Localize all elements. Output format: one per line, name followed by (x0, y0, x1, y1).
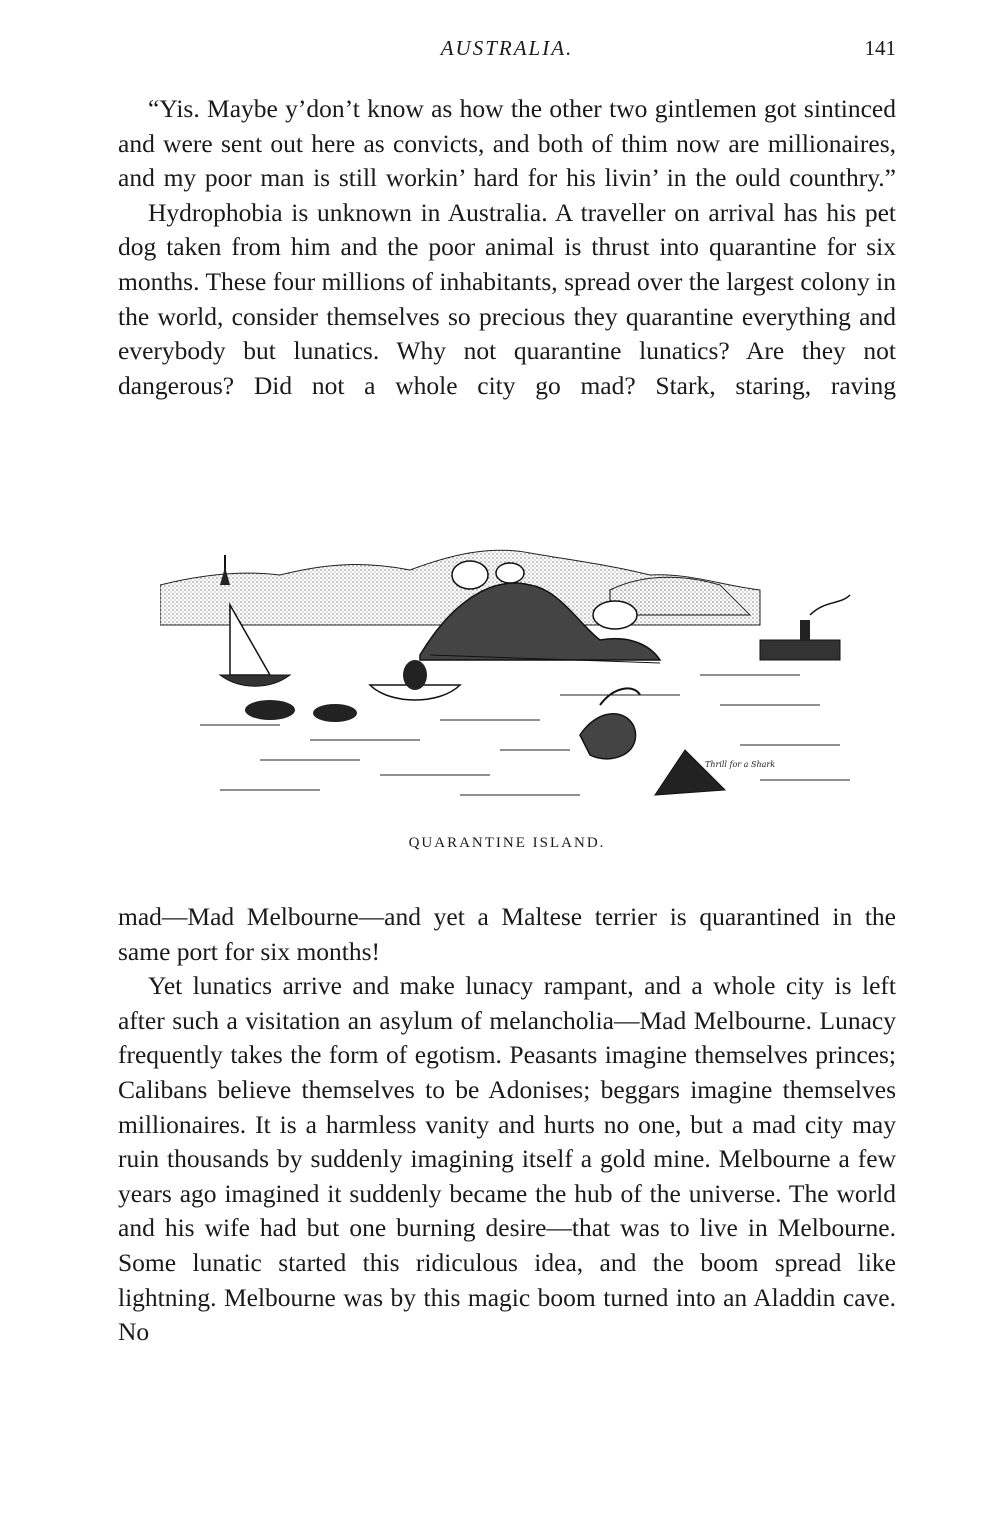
running-head (118, 36, 896, 66)
shark-fin (655, 750, 725, 795)
illustration-signature: Thrill for a Shark (705, 760, 776, 769)
figure-caption: QUARANTINE ISLAND. (408, 835, 606, 851)
page-number: 141 (864, 36, 896, 60)
paragraph-mad-melbourne: mad—Mad Melbourne—and yet a Maltese terrier is quarantined in the same port for six months! (118, 902, 896, 966)
running-title: AUSTRALIA. (440, 36, 574, 60)
text-block-bottom (118, 900, 896, 1350)
steamer-ship (760, 640, 840, 660)
paragraph-hydrophobia: Hydrophobia is unknown in Australia. A traveller on arrival has his pet dog taken from him and the poor animal is thrust into quarantine for six months. These four millions of inhabitants, spread over the largest colony in the world, consider themselves so precious they quarantine everything and everybody but lunatics. Why not quarantine lunatics? Are they not dangerous? Did not a whole city go mad? Stark, staring, raving (118, 197, 896, 400)
paragraph-convicts-quote: “Yis. Maybe y’don’t know as how the other two gintlemen got sintinced and were sent out here as convicts, and both of thim now are millionaires, and my poor man is still workin’ hard for his livin’ in the ould counthry.” (118, 94, 896, 193)
text-block-top (118, 92, 896, 403)
swimming-dog (580, 714, 636, 759)
paragraph-lunatics: Yet lunatics arrive and make lunacy rampant, and a whole city is left after such a visitation an asylum of melancholia—Mad Melbourne. Lunacy frequently takes the form of egotism. Peasants imagine themselves princes; Calibans believe themselves to be Adonises; beggars imagine themselves millionaires. It is a harmless vanity and hurts no one, but a mad city may ruin thousands by suddenly imagining itself a gold mine. Melbourne a few years ago imagined it suddenly became the hub of the universe. The world and his wife had but one burning desire—that was to live in Melbourne. Some lunatic started this ridiculous idea, and the boom spread like lightning. Melbourne was by this magic boom turned into an Aladdin cave. No (118, 971, 896, 1347)
quarantine-island-illustration (160, 545, 860, 815)
